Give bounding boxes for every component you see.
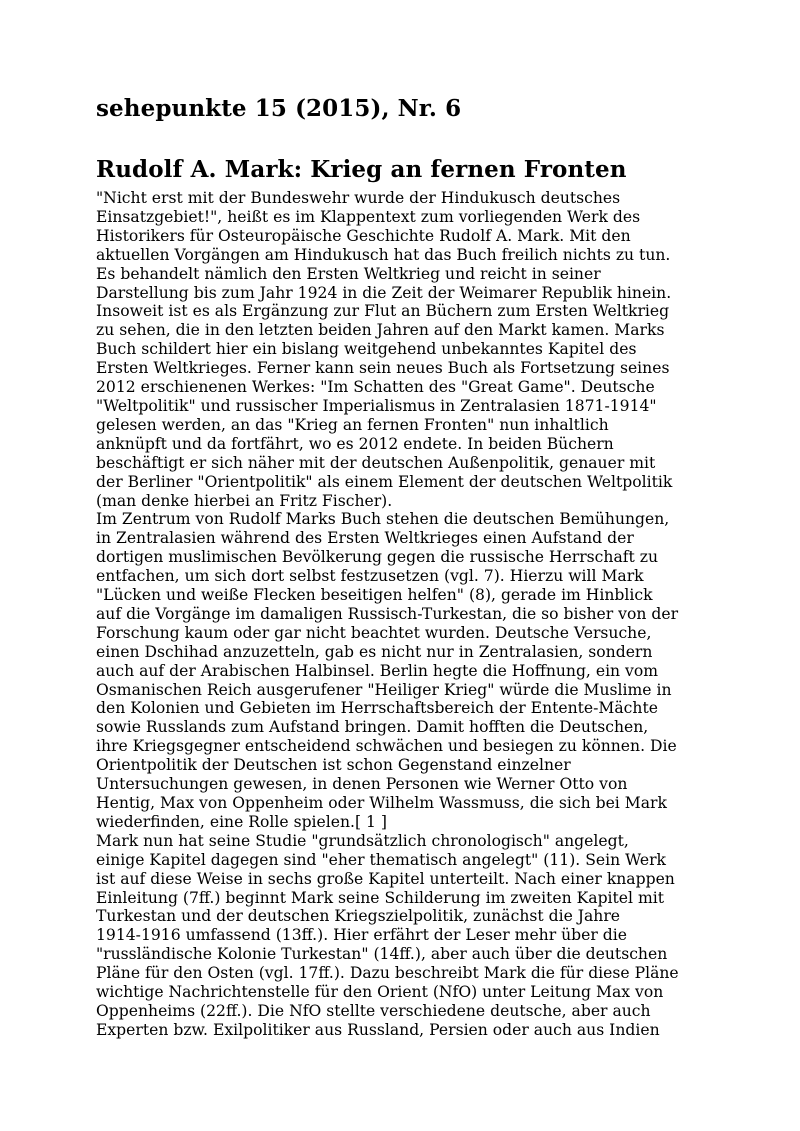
text-line: ist auf diese Weise in sechs große Kapitel unterteilt. Nach einer knappen: [96, 869, 675, 888]
text-line: sowie Russlands zum Aufstand bringen. Damit hofften die Deutschen,: [96, 718, 649, 737]
text-line: Orientpolitik der Deutschen ist schon Gegenstand einzelner: [96, 756, 571, 775]
paragraph: [96, 189, 706, 510]
text-line: gelesen werden, an das "Krieg an fernen Fronten" nun inhaltlich: [96, 415, 609, 434]
text-line: (man denke hierbei an Fritz Fischer).: [96, 491, 393, 510]
text-line: zu sehen, die in den letzten beiden Jahren auf den Markt kamen. Marks: [96, 321, 665, 340]
text-line: Im Zentrum von Rudolf Marks Buch stehen die deutschen Bemühungen,: [96, 510, 670, 529]
document-page: [96, 92, 706, 1040]
text-line: Buch schildert hier ein bislang weitgehend unbekanntes Kapitel des: [96, 340, 637, 359]
text-line: 2012 erschienenen Werkes: "Im Schatten des "Great Game". Deutsche: [96, 378, 655, 397]
text-line: Osmanischen Reich ausgerufener "Heiliger Krieg" würde die Muslime in: [96, 680, 672, 699]
paragraph: [96, 832, 706, 1040]
text-line: Einsatzgebiet!", heißt es im Klappentext zum vorliegenden Werk des: [96, 207, 641, 226]
text-line: Untersuchungen gewesen, in denen Personen wie Werner Otto von: [96, 775, 628, 794]
text-line: Turkestan und der deutschen Kriegszielpolitik, zunächst die Jahre: [96, 907, 621, 926]
text-line: "Nicht erst mit der Bundeswehr wurde der Hindukusch deutsches: [96, 189, 621, 207]
text-line: aktuellen Vorgängen am Hindukusch hat das Buch freilich nichts zu tun.: [96, 245, 671, 264]
text-line: Forschung kaum oder gar nicht beachtet wurden. Deutsche Versuche,: [96, 623, 652, 642]
text-line: 1914-1916 umfassend (13ff.). Hier erfährt der Leser mehr über die: [96, 926, 627, 945]
text-line: wichtige Nachrichtenstelle für den Orient (NfO) unter Leitung Max von: [96, 983, 664, 1002]
text-line: Pläne für den Osten (vgl. 17ff.). Dazu beschreibt Mark die für diese Pläne: [96, 964, 679, 983]
text-line: Ersten Weltkrieges. Ferner kann sein neues Buch als Fortsetzung seines: [96, 359, 670, 378]
text-line: Es behandelt nämlich den Ersten Weltkrieg und reicht in seiner: [96, 264, 601, 283]
article-title: Rudolf A. Mark: Krieg an fernen Fronten: [96, 156, 627, 183]
text-line: den Kolonien und Gebieten im Herrschaftsbereich der Entente-Mächte: [96, 699, 658, 718]
text-line: Experten bzw. Exilpolitiker aus Russland, Persien oder auch aus Indien: [96, 1020, 660, 1039]
text-line: "Weltpolitik" und russischer Imperialismus in Zentralasien 1871-1914": [96, 396, 657, 415]
text-line: "russländische Kolonie Turkestan" (14ff.), aber auch über die deutschen: [96, 945, 668, 964]
text-line: beschäftigt er sich näher mit der deutschen Außenpolitik, genauer mit: [96, 453, 656, 472]
journal-title: sehepunkte 15 (2015), Nr. 6: [96, 95, 462, 122]
text-line: Einleitung (7ff.) beginnt Mark seine Schilderung im zweiten Kapitel mit: [96, 888, 665, 907]
text-line: Oppenheims (22ff.). Die NfO stellte verschiedene deutsche, aber auch: [96, 1001, 651, 1020]
text-line: entfachen, um sich dort selbst festzusetzen (vgl. 7). Hierzu will Mark: [96, 567, 644, 586]
text-line: in Zentralasien während des Ersten Weltkrieges einen Aufstand der: [96, 529, 634, 548]
text-line: auch auf der Arabischen Halbinsel. Berlin hegte die Hoffnung, ein vom: [96, 661, 659, 680]
text-line: anknüpft und da fortfährt, wo es 2012 endete. In beiden Büchern: [96, 434, 614, 453]
text-line: Historikers für Osteuropäische Geschichte Rudolf A. Mark. Mit den: [96, 226, 631, 245]
text-line: ihre Kriegsgegner entscheidend schwächen und besiegen zu können. Die: [96, 737, 677, 756]
text-line: dortigen muslimischen Bevölkerung gegen die russische Herrschaft zu: [96, 548, 658, 567]
text-line: Darstellung bis zum Jahr 1924 in die Zeit der Weimarer Republik hinein.: [96, 283, 672, 302]
paragraph: [96, 510, 706, 831]
text-line: auf die Vorgänge im damaligen Russisch-Turkestan, die so bisher von der: [96, 604, 679, 623]
text-line: einen Dschihad anzuzetteln, gab es nicht nur in Zentralasien, sondern: [96, 642, 653, 661]
text-line: einige Kapitel dagegen sind "eher thematisch angelegt" (11). Sein Werk: [96, 850, 666, 869]
text-line: Hentig, Max von Oppenheim oder Wilhelm Wassmuss, die sich bei Mark: [96, 794, 667, 812]
text-line: Mark nun hat seine Studie "grundsätzlich chronologisch" angelegt,: [96, 831, 629, 850]
text-line: wiederfinden, eine Rolle spielen.[ 1 ]: [96, 812, 387, 831]
text-line: Insoweit ist es als Ergänzung zur Flut an Büchern zum Ersten Weltkrieg: [96, 302, 670, 321]
article-body: [96, 189, 706, 1040]
text-line: "Lücken und weiße Flecken beseitigen helfen" (8), gerade im Hinblick: [96, 586, 653, 605]
text-line: der Berliner "Orientpolitik" als einem Element der deutschen Weltpolitik: [96, 472, 673, 491]
